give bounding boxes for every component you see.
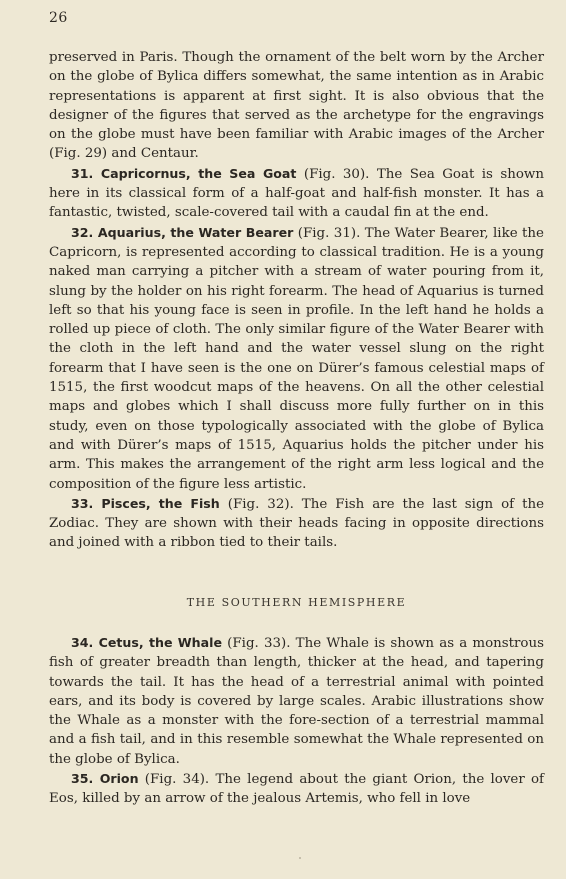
paragraph-pisces <box>49 494 544 553</box>
page-number: 26 <box>49 10 68 26</box>
top-text-block <box>49 48 544 553</box>
paragraph-text: (Fig. 32). The Fish are the last sign of the Zodiac. They are shown with their heads facing in opposite directions and joined with a ribbon tied to their tails. <box>49 496 544 551</box>
paragraph-text: preserved in Paris. Though the ornament of the belt worn by the Archer on the globe of Bylica differs somewhat, the same intention as in Arabic representations is apparent at first sight. It is also obvious that the designer of the figures that served as the archetype for the engravings on the globe must have been familiar with Arabic images of the Archer (Fig. 29) and Centaur. <box>49 50 544 162</box>
paragraph-text: (Fig. 34). The legend about the giant Orion, the lover of Eos, killed by an arrow of the jealous Artemis, who fell in love <box>49 772 545 807</box>
entry-heading: 31. Capricornus, the Sea Goat <box>71 165 297 181</box>
entry-heading: 35. Orion <box>71 771 139 787</box>
bottom-text-block <box>49 633 544 809</box>
paper-speck <box>299 857 301 859</box>
paragraph-text: (Fig. 31). The Water Bearer, like the Capricorn, is represented according to classical tradition. He is a young naked man carrying a pitcher with a stream of water pouring from it, slung by the holder on his right forearm. The head of Aquarius is turned left so that his young face is seen in profile. In the left hand he holds a rolled up piece of cloth. The only similar figure of the Water Bearer with the cloth in the left hand and the water vessel slung on the right forearm that I have seen is the one on Dürer’s famous celestial maps of 1515, the first woodcut maps of the heavens. On all the other celestial maps and globes which I shall discuss more fully further on in this study, even on those typologically associated with the globe of Bylica and with Dürer’s maps of 1515, Aquarius holds the pitcher under his arm. This makes the arrangement of the right arm less logical and the composition of the figure less artistic. <box>49 225 544 492</box>
entry-heading: 33. Pisces, the Fish <box>71 495 220 511</box>
paragraph-archer-continuation <box>49 48 544 164</box>
paragraph-orion <box>49 769 544 809</box>
entry-heading: 34. Cetus, the Whale <box>71 635 222 650</box>
paragraph-text: (Fig. 33). The Whale is shown as a monstrous fish of greater breadth than length, thicker at the head, and tapering towards the tail. It has the head of a terrestrial animal with pointed ears, and its body is covered by large scales. Arabic illustrations show the Whale as a monster with the fore-section of a terrestrial mammal and a fish tail, and in this resemble somewhat the Whale represented on the globe of Bylica. <box>49 636 544 767</box>
paragraph-capricornus <box>49 164 544 223</box>
paragraph-aquarius <box>49 223 544 494</box>
paragraph-text: (Fig. 30). The Sea Goat is shown here in its classical form of a half-goat and half-fish monster. It has a fantastic, twisted, scale-covered tail with a caudal fin at the end. <box>49 166 544 221</box>
section-heading: THE SOUTHERN HEMISPHERE <box>186 596 407 609</box>
entry-heading: 32. Aquarius, the Water Bearer <box>71 224 294 240</box>
paragraph-cetus <box>49 633 544 769</box>
